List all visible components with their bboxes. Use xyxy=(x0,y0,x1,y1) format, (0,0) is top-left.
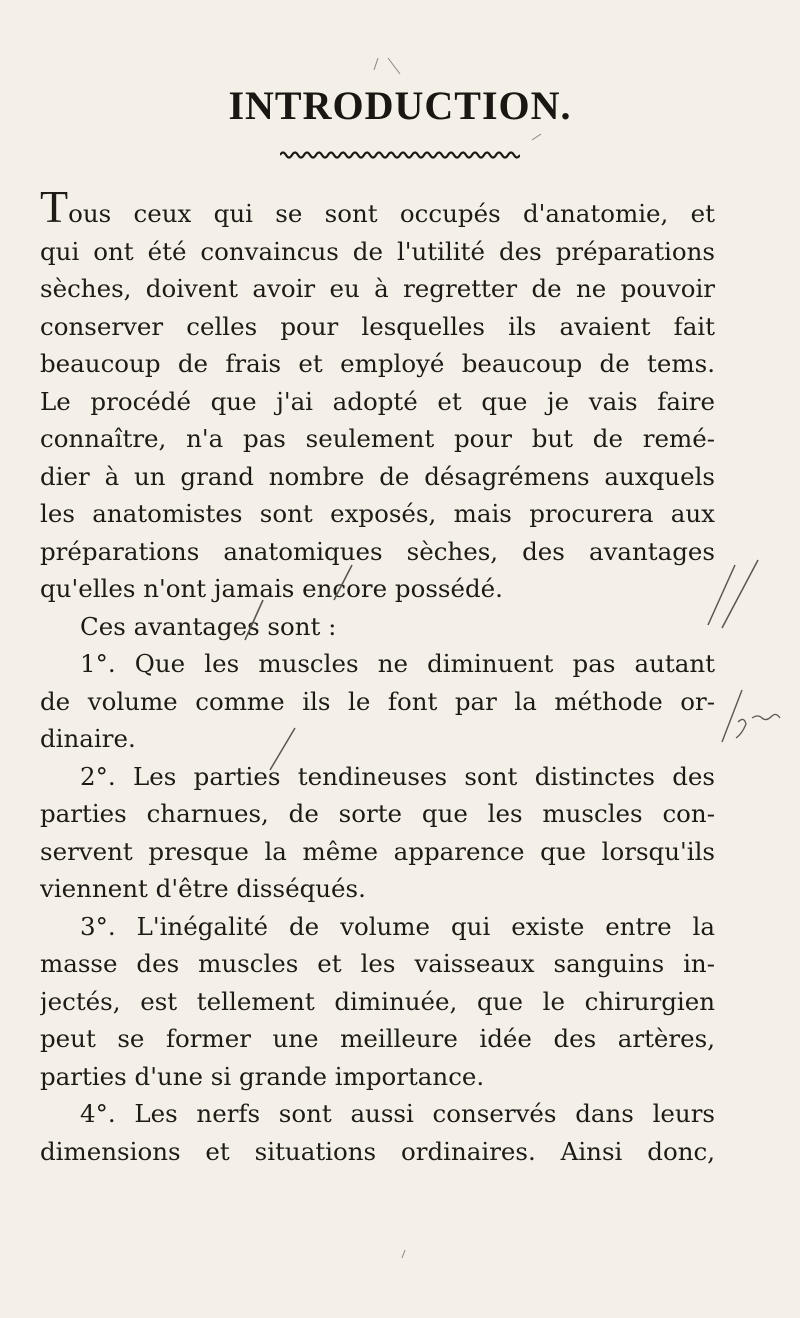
text-line: jectés, est tellement diminuée, que le chirurgien xyxy=(40,986,715,1016)
text-line: 3°. L'inégalité de volume qui existe entre la xyxy=(80,911,715,941)
pencil-faint-mark xyxy=(374,58,378,70)
text-line: dinaire. xyxy=(40,724,136,753)
text-line: Le procédé que j'ai adopté et que je vais faire xyxy=(40,386,715,416)
text-line: Tous ceux qui se sont occupés d'anatomie, et xyxy=(40,192,715,233)
text-line: beaucoup de frais et employé beaucoup de tems. xyxy=(40,349,715,378)
text-line: peut se former une meilleure idée des artères, xyxy=(40,1024,715,1053)
drop-cap: T xyxy=(40,192,69,232)
pencil-faint-mark xyxy=(532,134,541,140)
ornament-rule xyxy=(280,150,520,160)
text-line: parties d'une si grande importance. xyxy=(40,1061,485,1091)
text-line: qu'elles n'ont jamais encore possédé. xyxy=(40,574,503,603)
text-line: 2°. Les parties tendineuses sont distinctes des xyxy=(80,761,715,791)
text-line: 1°. Que les muscles ne diminuent pas autant xyxy=(80,649,715,678)
text-line: qui ont été convaincus de l'utilité des préparations xyxy=(40,236,715,266)
text-line: les anatomistes sont exposés, mais procurera aux xyxy=(40,499,715,528)
pencil-margin-mark xyxy=(722,560,758,628)
text-line: viennent d'être disséqués. xyxy=(40,874,366,903)
text-line: dier à un grand nombre de désagrémens auxquels xyxy=(40,461,715,491)
page-title: INTRODUCTION. xyxy=(228,83,572,128)
text-line: masse des muscles et les vaisseaux sanguins in- xyxy=(40,949,715,978)
text-line: Ces avantages sont : xyxy=(80,611,337,641)
pencil-faint-mark xyxy=(402,1250,405,1258)
pencil-margin-mark xyxy=(736,714,780,738)
text-line: sèches, doivent avoir eu à regretter de ne pouvoir xyxy=(40,274,715,303)
pencil-margin-mark xyxy=(722,690,742,742)
text-line: parties charnues, de sorte que les muscles con- xyxy=(40,799,715,828)
text-line: dimensions et situations ordinaires. Ainsi donc, xyxy=(40,1136,715,1166)
pencil-faint-mark xyxy=(388,58,400,74)
text-line: conserver celles pour lesquelles ils avaient fait xyxy=(40,311,715,341)
text-line: 4°. Les nerfs sont aussi conservés dans leurs xyxy=(80,1099,715,1128)
text-line: préparations anatomiques sèches, des avantages xyxy=(40,536,715,566)
text-line: servent presque la même apparence que lorsqu'ils xyxy=(40,836,715,866)
body-text xyxy=(40,192,715,1170)
text-line: de volume comme ils le font par la méthode or- xyxy=(40,686,715,716)
text-line: connaître, n'a pas seulement pour but de remé- xyxy=(40,424,715,453)
